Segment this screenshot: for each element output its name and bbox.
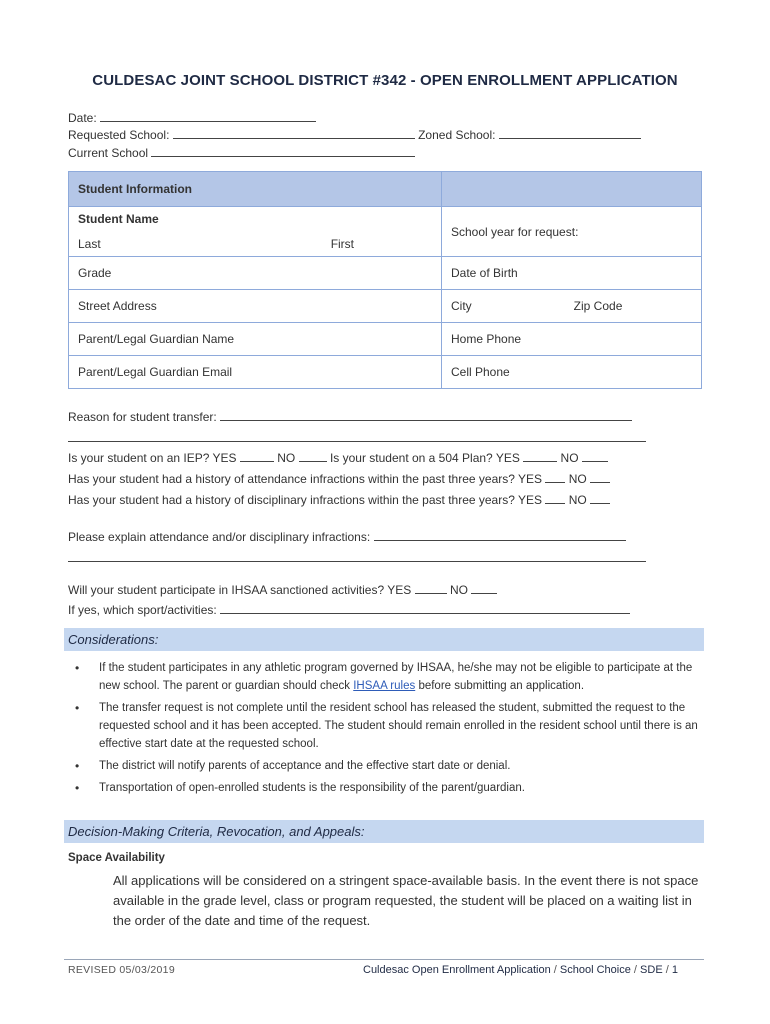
bullet-icon: • (75, 701, 80, 715)
plan504-no-input[interactable] (582, 450, 608, 462)
home-phone-label: Home Phone (451, 332, 522, 346)
explain-field (68, 529, 626, 544)
plan504-yes-input[interactable] (523, 450, 557, 462)
item1-text-end: before submitting an application. (418, 680, 585, 692)
student-info-heading: Student Information (78, 182, 192, 196)
current-school-field (68, 145, 415, 160)
guardian-name-label: Parent/Legal Guardian Name (78, 332, 235, 346)
ihsaa-question (68, 582, 497, 597)
list-item (68, 659, 698, 695)
ihsaa-no-label: NO (449, 583, 468, 597)
reason-input[interactable] (220, 409, 632, 421)
discipline-no-input[interactable] (590, 492, 610, 504)
discipline-yes-input[interactable] (545, 492, 565, 504)
zoned-school-label: Zoned School: (418, 128, 496, 142)
item4-text: Transportation of open-enrolled students is the responsibility of the parent/guardian. (99, 782, 525, 794)
page-number: 1 (671, 964, 678, 976)
plan504-label: Is your student on a 504 Plan? YES (329, 451, 520, 465)
grade-label: Grade (78, 266, 112, 280)
discipline-no-label: NO (568, 493, 587, 507)
ihsaa-label: Will your student participate in IHSAA sanctioned activities? YES (68, 583, 412, 597)
space-availability-body: All applications will be considered on a stringent space-available basis. In the event there is not space available in the grade level, class or program requested, the student will be placed on a waiting list in the order of the date and time of the request. (113, 873, 699, 928)
sport-input[interactable] (220, 602, 630, 614)
footer-separator: / (553, 964, 557, 976)
reason-field (68, 409, 632, 424)
ihsaa-no-input[interactable] (471, 582, 497, 594)
bullet-icon: • (75, 759, 80, 773)
plan504-no-label: NO (560, 451, 579, 465)
explain-field-line-2 (68, 550, 646, 565)
iep-label: Is your student on an IEP? YES (68, 451, 237, 465)
attendance-no-input[interactable] (590, 471, 610, 483)
first-name-label: First (330, 237, 355, 251)
iep-yes-input[interactable] (240, 450, 274, 462)
guardian-name-cell[interactable] (69, 323, 442, 356)
explain-input-line-2[interactable] (68, 550, 646, 562)
zip-code-label: Zip Code (573, 299, 623, 313)
grade-cell[interactable] (69, 257, 442, 290)
list-item (68, 757, 698, 775)
date-label: Date: (68, 111, 97, 125)
section-header-cell (69, 172, 442, 207)
space-availability-heading: Space Availability (68, 852, 165, 864)
bullet-icon: • (75, 781, 80, 795)
page-title: CULDESAC JOINT SCHOOL DISTRICT #342 - OPEN ENROLLMENT APPLICATION (92, 72, 678, 89)
footer-separator: / (665, 964, 669, 976)
item2-text: The transfer request is not complete until the resident school has released the student, submitted the request to the requested school and it has been accepted. The student should remain enrolled in the resident school until there is an effective start date at the requested school. (99, 702, 698, 750)
street-address-label: Street Address (78, 299, 157, 313)
explain-input[interactable] (374, 529, 626, 541)
student-name-cell[interactable] (69, 207, 442, 257)
explain-label: Please explain attendance and/or disciplinary infractions: (68, 530, 371, 544)
revised-date: REVISED 05/03/2019 (68, 964, 175, 976)
school-year-cell[interactable] (442, 207, 702, 257)
footer-section: School Choice (559, 964, 631, 976)
date-field (68, 110, 316, 125)
cell-phone-cell[interactable] (442, 356, 702, 389)
iep-504-question (68, 450, 608, 465)
footer-divider (64, 959, 704, 960)
header-empty-cell (442, 172, 702, 207)
guardian-email-cell[interactable] (69, 356, 442, 389)
bullet-icon: • (75, 661, 80, 675)
list-item (68, 779, 698, 797)
considerations-list (68, 659, 698, 801)
requested-school-label: Requested School: (68, 128, 170, 142)
sport-label: If yes, which sport/activities: (68, 603, 217, 617)
attendance-no-label: NO (568, 472, 587, 486)
dob-label: Date of Birth (451, 266, 518, 280)
footer-doc-info (363, 964, 678, 976)
current-school-label: Current School (68, 146, 149, 160)
dob-cell[interactable] (442, 257, 702, 290)
city-zip-cell[interactable] (442, 290, 702, 323)
attendance-question (68, 471, 610, 486)
school-year-label: School year for request: (451, 224, 579, 239)
street-address-cell[interactable] (69, 290, 442, 323)
guardian-email-label: Parent/Legal Guardian Email (78, 365, 233, 379)
footer-doc-name: Culdesac Open Enrollment Application (363, 964, 551, 976)
requested-school-input[interactable] (173, 127, 415, 139)
city-label: City (451, 299, 472, 313)
reason-field-line-2 (68, 430, 646, 445)
decision-heading: Decision-Making Criteria, Revocation, and Appeals: (64, 820, 704, 843)
reason-input-line-2[interactable] (68, 430, 646, 442)
item3-text: The district will notify parents of acceptance and the effective start date or denial. (99, 760, 511, 772)
iep-no-label: NO (277, 451, 296, 465)
discipline-question (68, 492, 610, 507)
sport-field (68, 602, 630, 617)
date-input[interactable] (100, 110, 316, 122)
requested-school-field (68, 127, 641, 142)
footer-dept: SDE (640, 964, 663, 976)
ihsaa-yes-input[interactable] (415, 582, 447, 594)
current-school-input[interactable] (151, 145, 415, 157)
attendance-label: Has your student had a history of attendance infractions within the past three years? YES (68, 472, 543, 486)
student-info-table (68, 171, 702, 389)
zoned-school-input[interactable] (499, 127, 641, 139)
last-name-label: Last (78, 237, 101, 251)
attendance-yes-input[interactable] (545, 471, 565, 483)
reason-label: Reason for student transfer: (68, 410, 217, 424)
home-phone-cell[interactable] (442, 323, 702, 356)
ihsaa-rules-link[interactable]: IHSAA rules (353, 680, 416, 692)
footer-separator: / (633, 964, 637, 976)
item1-text: If the student participates in any athletic program governed by IHSAA, he/she may not be eligible to participate at the new school. The parent or guardian should check (99, 662, 693, 692)
discipline-label: Has your student had a history of disciplinary infractions within the past three years? YES (68, 493, 543, 507)
iep-no-input[interactable] (299, 450, 327, 462)
considerations-heading: Considerations: (64, 628, 704, 651)
cell-phone-label: Cell Phone (451, 365, 510, 379)
list-item (68, 699, 698, 753)
student-name-label: Student Name (78, 212, 159, 226)
